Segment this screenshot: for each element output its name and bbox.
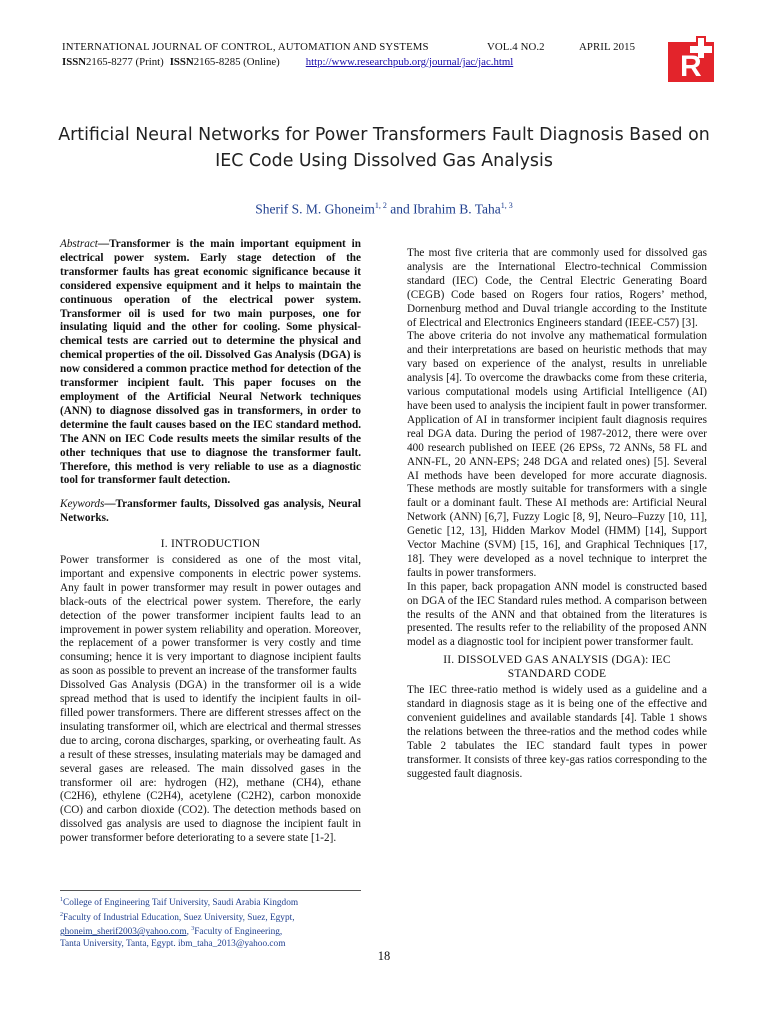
right-column xyxy=(407,247,707,781)
issn-print: 2165-8277 (Print) xyxy=(86,56,164,68)
author-2: Ibrahim B. Taha xyxy=(413,201,501,217)
keywords xyxy=(60,498,361,526)
keywords-text: —Transformer faults, Dissolved gas analysis, Neural Networks. xyxy=(60,498,361,525)
footnote-3-text: Faculty of Engineering, xyxy=(194,927,283,938)
paper-title xyxy=(40,122,728,174)
right-paragraph-1: The most five criteria that are commonly used for dissolved gas analysis are the International Electro-technical Commission standard (IEC) Code, the Central Electric Generating Board (CEGB) Code based on Rogers four ratios, Rogers’ method, Dornenburg method and Duval triangle according to the Institute of Electrical and Electronics Engineers standard (IEEE-C57) [3]. xyxy=(407,247,707,329)
journal-url-link[interactable]: http://www.researchpub.org/journal/jac/jac.html xyxy=(305,56,514,68)
footnote-3-sep: , xyxy=(186,927,192,938)
footnotes xyxy=(60,890,361,950)
left-column xyxy=(60,238,361,846)
section-2-heading xyxy=(407,654,707,682)
journal-header xyxy=(62,40,642,69)
journal-name: INTERNATIONAL JOURNAL OF CONTROL, AUTOMATION AND SYSTEMS xyxy=(62,41,429,53)
footnote-2 xyxy=(60,910,361,925)
right-paragraph-2: The above criteria do not involve any mathematical formulation and their interpretations are based on heuristic methods that may vary based on experience of the analyst, results in unreliable analysis [4]. To overcome the drawbacks come from these criteria, various computational models using Artificial Intelligence (AI) have been used to analysis the incipient fault in power transformer. Application of AI in transformer incipient fault diagnosis requires real DGA data. During the period of 1987-2012, there were over 400 research published on IEEE (26 EPSs, 72 ANNs, 58 FL and ANN-FL, 20 ANN-EPS; 248 DGA and related ones) [5]. Several AI methods have been developed for more accurate diagnosis. These methods are mostly suitable for transformers with a single fault or a dominant fault. These AI methods are: Artificial Neural Network (ANN) [6,7], Fuzzy Logic [8, 9], Neuro–Fuzzy [10, 11], Genetic [12, 13], Hidden Markov Model (HMM) [14], Support Vector Machine (SVM) [15, 16], and Graphical Techniques [17, 18]. They were developed as a novel technique to interpret the faults in power transformers. xyxy=(407,330,707,579)
journal-volume: VOL.4 NO.2 xyxy=(487,41,545,53)
author-1: Sherif S. M. Ghoneim xyxy=(255,201,375,217)
footnote-1 xyxy=(60,895,361,910)
footnote-3-mark: 3 xyxy=(191,926,195,933)
issn-print-label: ISSN xyxy=(62,56,87,68)
footnote-email-link[interactable]: ghoneim_sherif2003@yahoo.com xyxy=(60,927,187,938)
abstract-label: Abstract xyxy=(60,238,98,250)
footnote-2-mark: 2 xyxy=(60,911,63,918)
paper-title-line1: Artificial Neural Networks for Power Transformers Fault Diagnosis Based on xyxy=(58,125,710,145)
section-1-paragraph-1: Power transformer is considered as one of the most vital, important and expensive components in electric power systems. Any fault in power transformer may result in power outages and black-outs of the electrical power system. Therefore, the early detection of the power transformer incipient faults lead to an improvement in power system reliability and operation. Moreover, the replacement of a power transformer is very costly and time consuming; hence it is very important to diagnose incipient faults as soon as possible to prevent an increase of the transformer faults xyxy=(60,554,361,678)
footnote-2-text: Faculty of Industrial Education, Suez University, Suez, Egypt, xyxy=(63,912,295,923)
footnote-3 xyxy=(60,924,361,939)
author-conjunction: and xyxy=(386,201,414,217)
logo-letter: R xyxy=(680,50,702,82)
abstract xyxy=(60,238,361,488)
page-number: 18 xyxy=(377,949,391,963)
author-1-affiliation: 1, 2 xyxy=(374,201,387,210)
footnote-1-mark: 1 xyxy=(60,897,63,903)
footnote-1-text: College of Engineering Taif University, Saudi Arabia Kingdom xyxy=(63,898,299,909)
keywords-label: Keywords xyxy=(60,498,105,511)
footnote-4: Tanta University, Tanta, Egypt. ibm_taha_2013@yahoo.com xyxy=(60,938,286,949)
author-2-affiliation: 1, 3 xyxy=(500,201,513,210)
section-1-heading: I. INTRODUCTION xyxy=(160,538,261,551)
publisher-logo-icon xyxy=(668,36,714,82)
section-2-heading-line1: II. DISSOLVED GAS ANALYSIS (DGA): IEC xyxy=(443,654,671,667)
journal-header-row1 xyxy=(62,40,642,54)
journal-header-row2 xyxy=(62,55,642,69)
section-2-heading-line2: STANDARD CODE xyxy=(507,668,607,681)
journal-date: APRIL 2015 xyxy=(579,41,636,53)
right-paragraph-4: The IEC three-ratio method is widely used as a guideline and a standard in diagnosis stage as it is being one of the effective and convenient guidelines and available standards [4]. Table 1 shows the relations between the three-ratios and the method codes while Table 2 tabulates the IEC standard fault types in power transformer. It consists of three key-gas ratios corresponding to the suggested fault diagnosis. xyxy=(407,684,707,780)
abstract-text: —Transformer is the main important equipment in electrical power system. Early stage detection of the transformer faults has great economic significance because it considered expensive equipment and it helps to maintain the continuous operation of the electrical power system. Transformer oil is used for two main purposes, one for insulating liquid and the other for cooling. Some physical-chemical tests are carried out to determine the physical and chemical properties of the oil. Dissolved Gas Analysis (DGA) is now considered a common practice method for detection of the transformer incipient fault. This paper focuses on the employment of the Artificial Neural Network techniques (ANN) to diagnose dissolved gas in transformers, in order to determine the fault causes based on the IEC standard method. The ANN on IEC Code results meets the similar results of the other techniques that use to diagnose the transformer fault. Therefore, this method is very reliable to use as a diagnostic tool for transformer fault detection. xyxy=(60,238,361,487)
right-paragraph-3: In this paper, back propagation ANN model is constructed based on DGA of the IEC Standard rules method. A comparison between the results of the ANN and that obtained from the literatures is presented. The results refer to the reliability of the proposed ANN model as a diagnostic tool for incipient power transformer fault. xyxy=(407,580,707,649)
issn-online-label: ISSN xyxy=(169,56,194,68)
paper-authors xyxy=(40,201,728,218)
paper-title-line2: IEC Code Using Dissolved Gas Analysis xyxy=(215,151,553,171)
issn-online: 2165-8285 (Online) xyxy=(193,56,280,68)
section-1-paragraph-2: Dissolved Gas Analysis (DGA) in the transformer oil is a wide spread method that is used to identify the incipient faults in oil-filled power transformers. There are different stresses affect on the insulating transformer oil, which are electrical and thermal stresses due to arcing, corona discharges, sparking, or overheating fault. As a result of these stresses, insulating materials may be damaged and several gases are released. The main dissolved gases in the transformer oil are: hydrogen (H2), methane (CH4), ethane (C2H6), ethylene (C2H4), acetylene (C2H2), carbon monoxide (CO) and carbon dioxide (CO2). The detection methods based on dissolved gas analysis are used to diagnose the incipient fault in power transformer before deteriorating to a severe state [1-2]. xyxy=(60,679,361,845)
